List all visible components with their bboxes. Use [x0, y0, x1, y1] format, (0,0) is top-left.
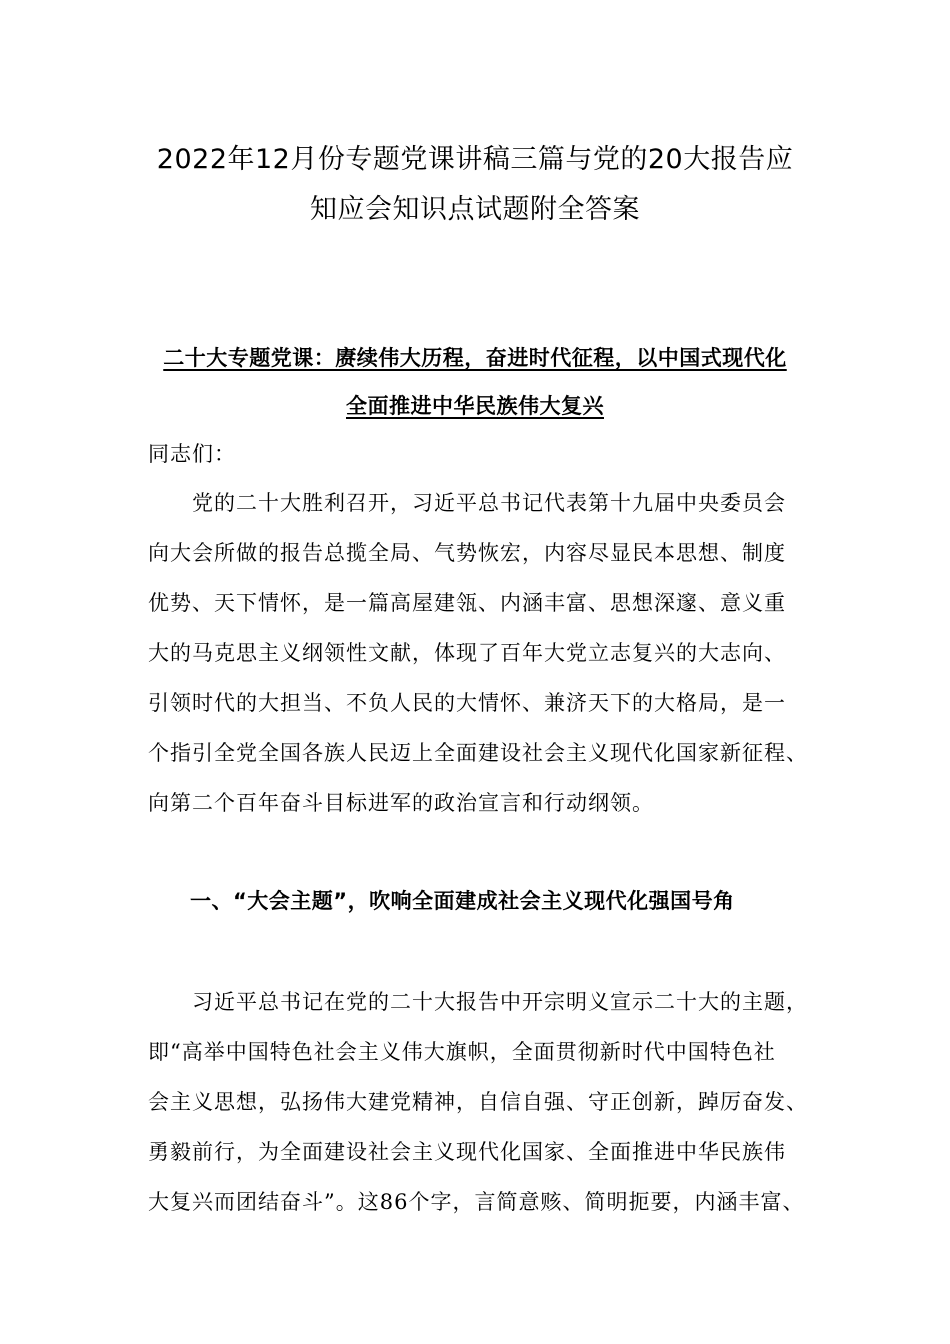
paragraph-2-line: 即“高举中国特色社会主义伟大旗帜，全面贯彻新时代中国特色社 [148, 1040, 776, 1064]
salutation: 同志们： [148, 442, 236, 466]
document-title-line-1: 2022年12月份专题党课讲稿三篇与党的20大报告应 [156, 144, 794, 175]
subheading-1: 一、“大会主题”，吹响全面建成社会主义现代化强国号角 [190, 889, 735, 913]
section-heading-line-1: 二十大专题党课：赓续伟大历程，奋进时代征程，以中国式现代化 [163, 346, 787, 370]
paragraph-1-line: 个指引全党全国各族人民迈上全面建设社会主义现代化国家新征程、 [148, 741, 808, 765]
document-title-line-2: 知应会知识点试题附全答案 [310, 194, 640, 225]
paragraph-1-line: 引领时代的大担当、不负人民的大情怀、兼济天下的大格局，是一 [148, 691, 786, 715]
paragraph-2-line: 大复兴而团结奋斗”。这86个字，言简意赅、简明扼要，内涵丰富、 [148, 1190, 805, 1214]
paragraph-1-line: 大的马克思主义纲领性文献，体现了百年大党立志复兴的大志向、 [148, 641, 786, 665]
paragraph-1-line: 优势、天下情怀，是一篇高屋建瓴、内涵丰富、思想深邃、意义重 [148, 591, 786, 615]
paragraph-1-line: 向第二个百年奋斗目标进军的政治宣言和行动纲领。 [148, 791, 654, 815]
section-heading-line-2: 全面推进中华民族伟大复兴 [346, 394, 604, 418]
paragraph-1-line: 向大会所做的报告总揽全局、气势恢宏，内容尽显民本思想、制度 [148, 541, 786, 565]
paragraph-2-line: 习近平总书记在党的二十大报告中开宗明义宣示二十大的主题， [148, 990, 808, 1014]
paragraph-2-line: 会主义思想，弘扬伟大建党精神，自信自强、守正创新，踔厉奋发、 [148, 1090, 808, 1114]
paragraph-1-line: 党的二十大胜利召开，习近平总书记代表第十九届中央委员会 [148, 491, 786, 515]
paragraph-2-line: 勇毅前行，为全面建设社会主义现代化国家、全面推进中华民族伟 [148, 1140, 786, 1164]
